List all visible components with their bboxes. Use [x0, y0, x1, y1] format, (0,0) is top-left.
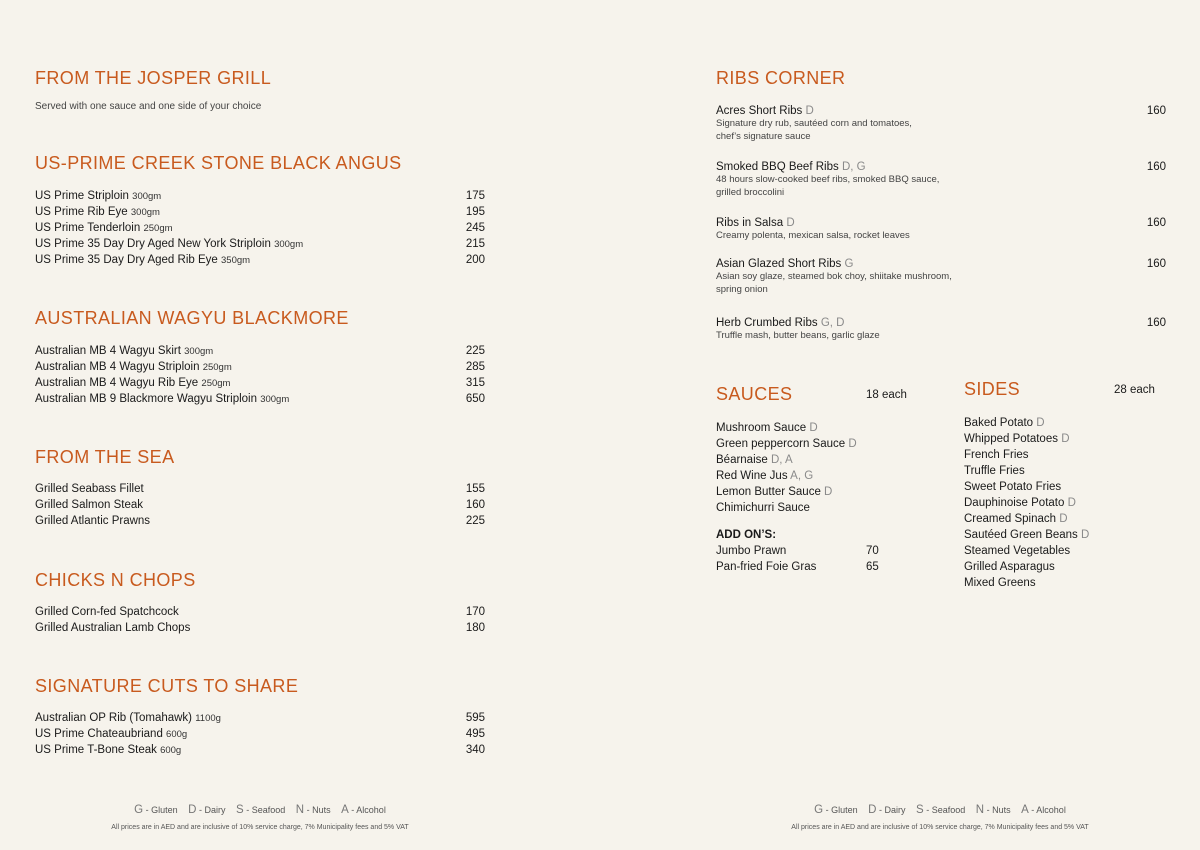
list-item: French Fries	[964, 449, 1029, 461]
section-title-angus: US-PRIME CREEK STONE BLACK ANGUS	[35, 153, 402, 173]
list-item: Sweet Potato Fries	[964, 481, 1062, 493]
menu-item: Grilled Salmon Steak 160	[35, 499, 485, 511]
menu-item: Australian MB 4 Wagyu Striploin 250gm 285	[35, 361, 485, 373]
menu-item: US Prime 35 Day Dry Aged New York Striploin 300gm 215	[35, 238, 485, 250]
josper-subtitle: Served with one sauce and one side of your choice	[35, 101, 262, 112]
menu-item: US Prime T-Bone Steak 600g 340	[35, 744, 485, 756]
left-page	[35, 0, 485, 850]
menu-item: US Prime 35 Day Dry Aged Rib Eye 350gm 200	[35, 254, 485, 266]
menu-item: Ribs in Salsa D Creamy polenta, mexican salsa, rocket leaves 160	[716, 217, 1166, 241]
list-item: Whipped Potatoes D	[964, 433, 1070, 445]
price-footnote: All prices are in AED and are inclusive of 10% service charge, 7% Municipality fees and 5% VAT	[791, 824, 1089, 831]
allergen-legend: G - Gluten D - Dairy S - Seafood N - Nuts A - Alcohol	[134, 804, 386, 816]
section-title-josper: FROM THE JOSPER GRILL	[35, 68, 272, 88]
list-item: Creamed Spinach D	[964, 513, 1068, 525]
list-item: Green peppercorn Sauce D	[716, 438, 857, 450]
addon-item: Jumbo Prawn 70	[716, 545, 879, 557]
menu-item: Australian MB 9 Blackmore Wagyu Striploin 300gm 650	[35, 393, 485, 405]
section-title-ribs: RIBS CORNER	[716, 68, 846, 88]
menu-item: Grilled Australian Lamb Chops 180	[35, 622, 485, 634]
list-item: Steamed Vegetables	[964, 545, 1071, 557]
list-item: Mixed Greens	[964, 577, 1036, 589]
section-title-sauces: SAUCES	[716, 384, 793, 404]
sides-price: 28 each	[1114, 384, 1155, 396]
sauces-price: 18 each	[866, 389, 907, 401]
addon-item: Pan-fried Foie Gras 65	[716, 561, 879, 573]
list-item: Mushroom Sauce D	[716, 422, 818, 434]
menu-item: US Prime Striploin 300gm 175	[35, 190, 485, 202]
allergen-legend: G - Gluten D - Dairy S - Seafood N - Nuts A - Alcohol	[814, 804, 1066, 816]
section-title-wagyu: AUSTRALIAN WAGYU BLACKMORE	[35, 308, 349, 328]
addons-title: ADD ON’S:	[716, 529, 777, 541]
list-item: Lemon Butter Sauce D	[716, 486, 833, 498]
sauces-list	[716, 420, 857, 516]
menu-item: Australian MB 4 Wagyu Rib Eye 250gm 315	[35, 377, 485, 389]
menu-item: Herb Crumbed Ribs G, D Truffle mash, butter beans, garlic glaze 160	[716, 317, 1166, 341]
list-item: Chimichurri Sauce	[716, 502, 810, 514]
section-title-sides: SIDES	[964, 379, 1021, 399]
section-title-sea: FROM THE SEA	[35, 447, 175, 467]
menu-item: Asian Glazed Short Ribs G Asian soy glaze, steamed bok choy, shiitake mushroom, spring onion 160	[716, 258, 1166, 295]
list-item: Dauphinoise Potato D	[964, 497, 1076, 509]
menu-item: Acres Short Ribs D Signature dry rub, sautéed corn and tomatoes, chef’s signature sauce 160	[716, 105, 1166, 142]
list-item: Baked Potato D	[964, 417, 1045, 429]
menu-item: US Prime Tenderloin 250gm 245	[35, 222, 485, 234]
menu-item: US Prime Rib Eye 300gm 195	[35, 206, 485, 218]
menu-item: Grilled Seabass Fillet 155	[35, 483, 485, 495]
menu-item: US Prime Chateaubriand 600g 495	[35, 728, 485, 740]
menu-item: Grilled Corn-fed Spatchcock 170	[35, 606, 485, 618]
list-item: Béarnaise D, A	[716, 454, 793, 466]
section-title-share: SIGNATURE CUTS TO SHARE	[35, 676, 299, 696]
menu-item: Australian MB 4 Wagyu Skirt 300gm 225	[35, 345, 485, 357]
menu-item: Australian OP Rib (Tomahawk) 1100g 595	[35, 712, 485, 724]
list-item: Grilled Asparagus	[964, 561, 1055, 573]
list-item: Sautéed Green Beans D	[964, 529, 1090, 541]
menu-item: Smoked BBQ Beef Ribs D, G 48 hours slow-cooked beef ribs, smoked BBQ sauce, grilled broccolini 160	[716, 161, 1166, 198]
section-title-chicks: CHICKS N CHOPS	[35, 570, 196, 590]
list-item: Truffle Fries	[964, 465, 1025, 477]
price-footnote: All prices are in AED and are inclusive of 10% service charge, 7% Municipality fees and 5% VAT	[111, 824, 409, 831]
menu-item: Grilled Atlantic Prawns 225	[35, 515, 485, 527]
right-page	[716, 0, 1166, 850]
list-item: Red Wine Jus A, G	[716, 470, 814, 482]
sides-list	[964, 415, 1089, 591]
